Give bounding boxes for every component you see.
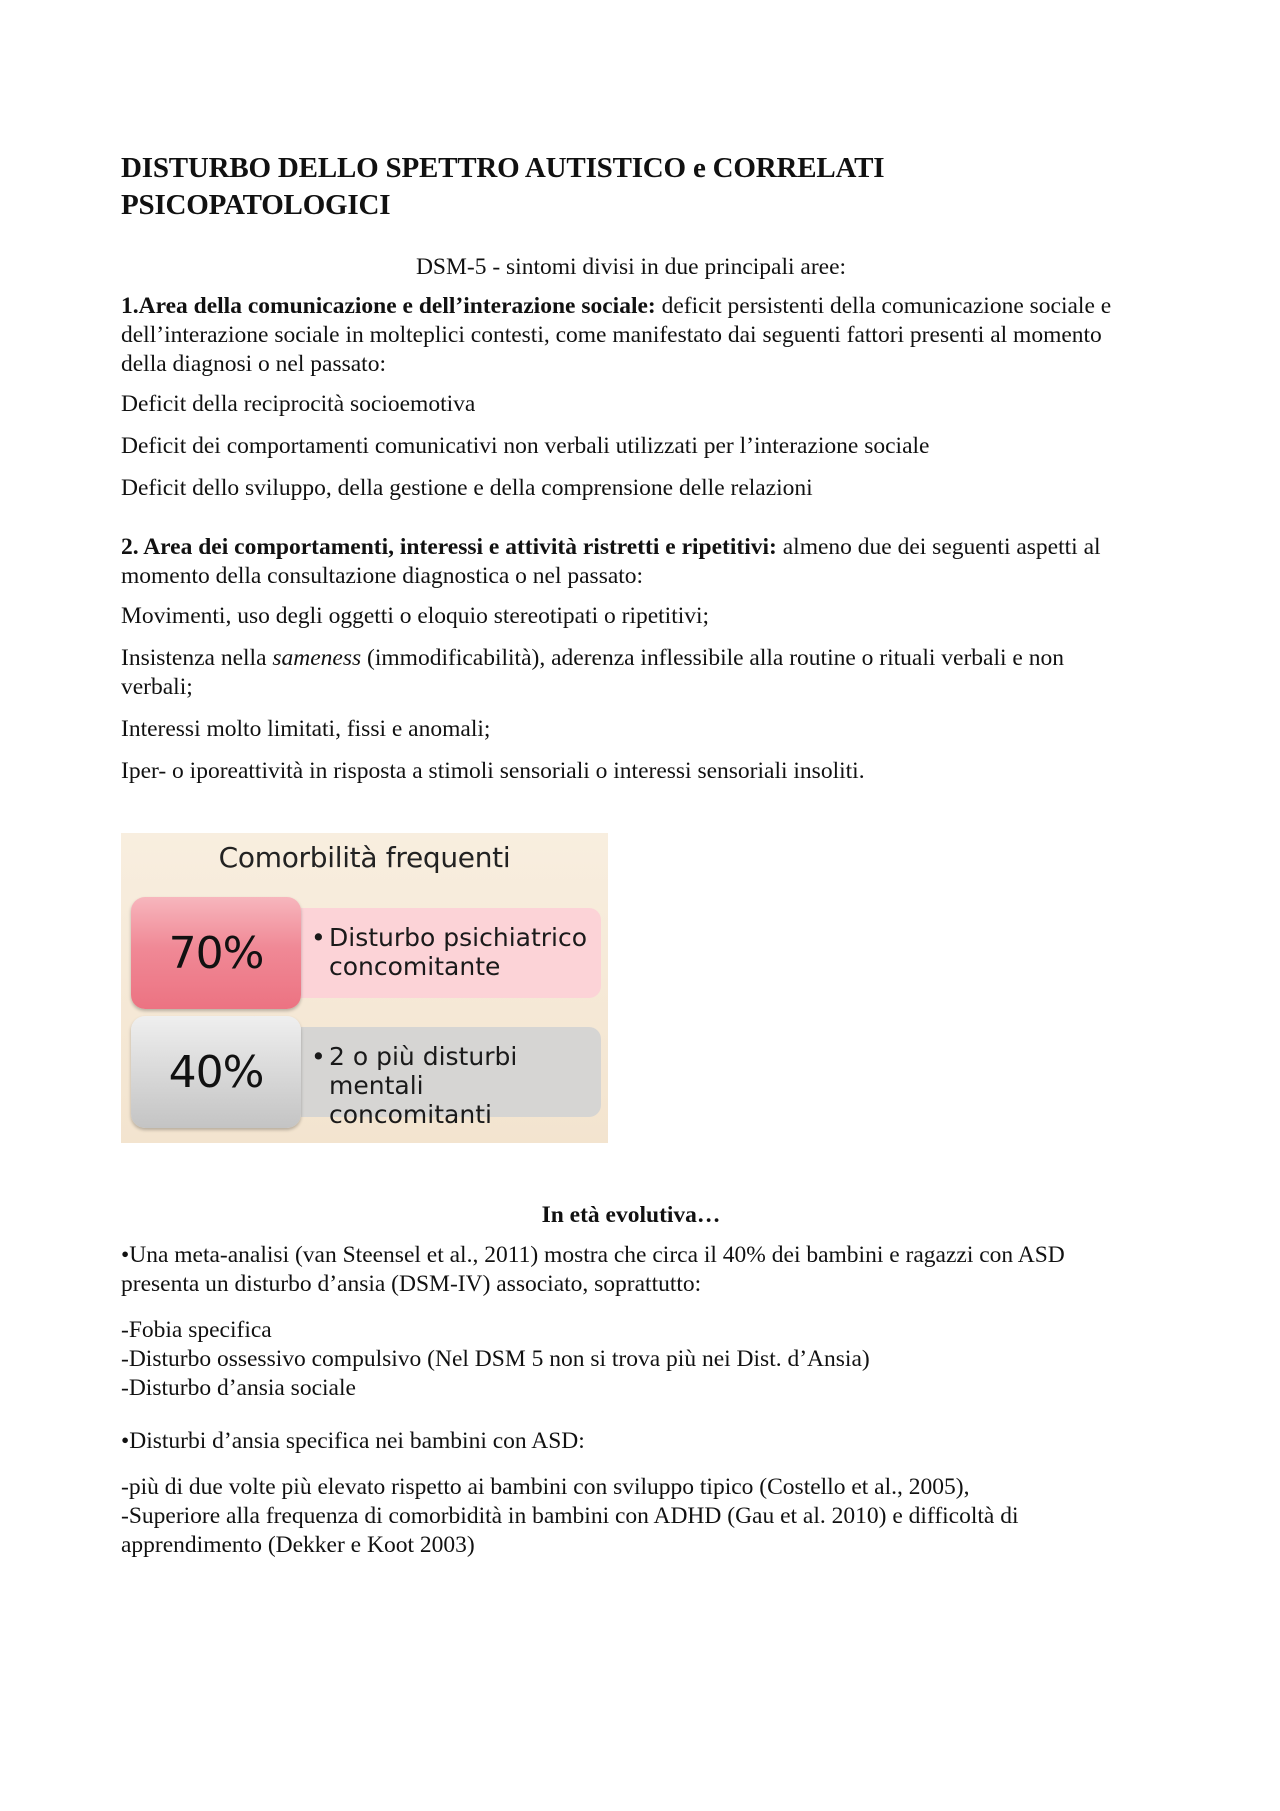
area2-item2-after: (immodificabilità), aderenza inflessibile alla routine o rituali verbali e non verbali; xyxy=(121,645,1064,700)
comorbidity-infographic xyxy=(121,833,608,1143)
dsm5-subtitle: DSM-5 - sintomi divisi in due principali aree: xyxy=(415,254,847,280)
area2-heading: 2. Area dei comportamenti, interessi e attività ristretti e ripetitivi: xyxy=(121,534,777,560)
stat2-bullet: • xyxy=(311,1042,326,1071)
area2-item xyxy=(121,644,1141,702)
area1-text: deficit persistenti della comunicazione sociale e dell’interazione sociale in molteplici contesti, come manifestato dai seguenti fattori presenti al momento della diagnosi o nel passato: xyxy=(121,293,1112,377)
stat1-description xyxy=(301,908,601,998)
area1-item: Deficit della reciprocità socioemotiva xyxy=(121,391,476,417)
list-item: -Fobia specifica xyxy=(121,1317,272,1343)
area1-item: Deficit dello sviluppo, della gestione e della comprensione delle relazioni xyxy=(121,475,813,501)
sameness-term: sameness xyxy=(272,645,362,671)
area1-item: Deficit dei comportamenti comunicativi non verbali utilizzati per l’interazione sociale xyxy=(121,433,930,459)
area2-item: Movimenti, uso degli oggetti o eloquio stereotipati o ripetitivi; xyxy=(121,603,710,629)
area1-heading: 1.Area della comunicazione e dell’interazione sociale: xyxy=(121,293,656,319)
title-line-1: DISTURBO DELLO SPETTRO AUTISTICO e CORRELATI xyxy=(121,152,885,184)
list-item: -più di due volte più elevato rispetto ai bambini con sviluppo tipico (Costello et al., 2005), xyxy=(121,1474,970,1500)
area1-paragraph xyxy=(121,292,1141,379)
stat1-bullet: • xyxy=(311,923,326,952)
stat2-description xyxy=(301,1027,601,1129)
area2-item2-before: Insistenza nella xyxy=(121,645,273,671)
list-item: -Superiore alla frequenza di comorbidità in bambini con ADHD (Gau et al. 2010) e difficoltà di apprendimento (Dekker e Koot 2003) xyxy=(121,1503,1019,1558)
area2-paragraph xyxy=(121,533,1141,591)
stat1-line1: Disturbo psichiatrico xyxy=(329,923,588,952)
area2-item: Interessi molto limitati, fissi e anomali; xyxy=(121,716,491,742)
evolutiva-paragraph-2: •Disturbi d’ansia specifica nei bambini con ASD: xyxy=(121,1428,585,1454)
document-title xyxy=(121,150,1141,224)
stat2-line1: 2 o più disturbi xyxy=(329,1042,518,1071)
document-page xyxy=(121,150,1141,1560)
stat2-value-box: 40% xyxy=(131,1016,301,1128)
stat1-value-box: 70% xyxy=(131,897,301,1009)
area2-text: almeno due dei seguenti aspetti al momento della consultazione diagnostica o nel passato: xyxy=(121,534,1101,589)
stat1-line2: concomitante xyxy=(329,952,501,981)
infographic-title: Comorbilità frequenti xyxy=(218,841,511,874)
anxiety-disorder-list xyxy=(121,1316,1141,1403)
evolutiva-heading: In età evolutiva… xyxy=(541,1202,721,1228)
area2-item: Iper- o iporeattività in risposta a stimoli sensoriali o interessi sensoriali insoliti. xyxy=(121,758,865,784)
title-line-2: PSICOPATOLOGICI xyxy=(121,189,391,221)
list-item: -Disturbo ossessivo compulsivo (Nel DSM 5 non si trova più nei Dist. d’Ansia) xyxy=(121,1346,870,1372)
anxiety-frequency-list xyxy=(121,1473,1141,1560)
list-item: -Disturbo d’ansia sociale xyxy=(121,1375,356,1401)
evolutiva-paragraph-1: •Una meta-analisi (van Steensel et al., 2011) mostra che circa il 40% dei bambini e ragazzi con ASD presenta un disturbo d’ansia (DSM-IV) associato, soprattutto: xyxy=(121,1242,1065,1297)
stat2-line2: mentali concomitanti xyxy=(329,1071,492,1129)
